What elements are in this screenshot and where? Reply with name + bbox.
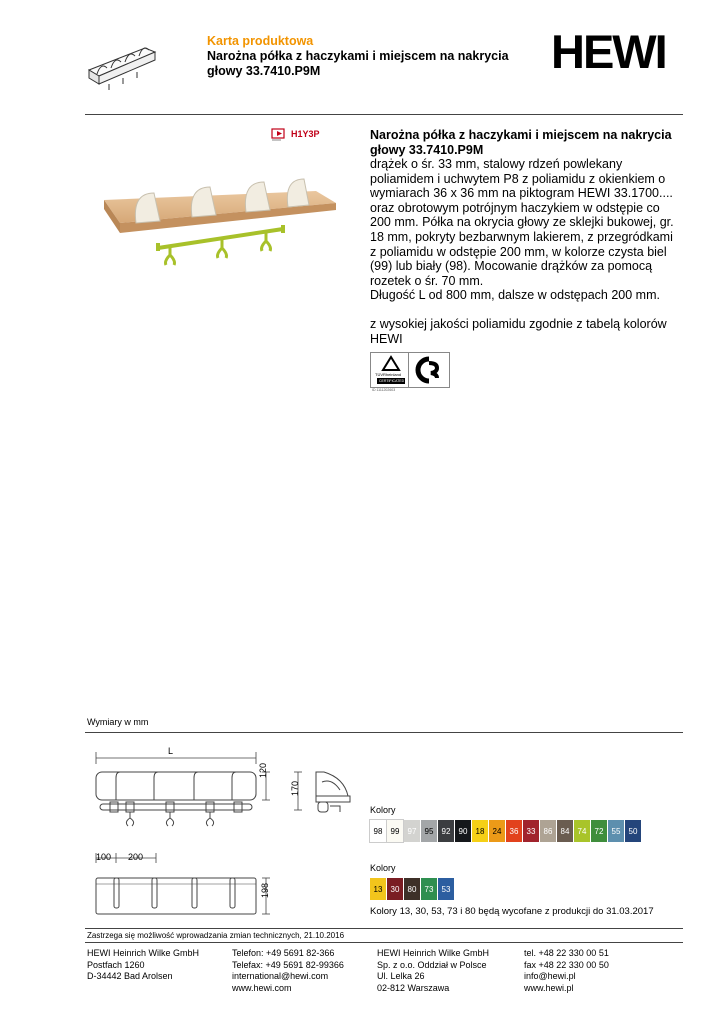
product-description xyxy=(370,157,680,346)
quality-text: z wysokiej jakości poliamidu zgodnie z tabelą kolorów HEWI xyxy=(370,316,667,346)
length-text: Długość L od 800 mm, dalsze w odstępach 200 mm. xyxy=(370,288,660,303)
footer-line: Postfach 1260 xyxy=(87,959,145,970)
color-swatch-74: 74 xyxy=(574,820,590,842)
footer-website-link[interactable]: www.hewi.com xyxy=(232,982,292,993)
footer-col-contact-germany xyxy=(232,948,344,994)
dimensions-label: Wymiary w mm xyxy=(87,717,149,727)
dimensions-divider xyxy=(85,732,683,733)
color-swatch-99: 99 xyxy=(387,820,403,842)
color-swatch-50: 50 xyxy=(625,820,641,842)
gs-mark-icon xyxy=(409,353,449,387)
footer-line: 02-812 Warszawa xyxy=(377,982,450,993)
dim-L: L xyxy=(168,746,174,756)
tuv-cert-text: CERTIFICATED xyxy=(379,379,405,383)
color-swatch-30: 30 xyxy=(387,878,403,900)
footer-col-contact-poland xyxy=(524,948,609,994)
footer-line: Ul. Lelka 26 xyxy=(377,971,425,981)
colors-label: Kolory xyxy=(370,805,396,815)
dim-120: 120 xyxy=(258,762,268,778)
footer-divider xyxy=(85,928,683,929)
color-swatch-13: 13 xyxy=(370,878,386,900)
color-swatch-90: 90 xyxy=(455,820,471,842)
footer-line: HEWI Heinrich Wilke GmbH xyxy=(87,948,200,958)
color-swatch-73: 73 xyxy=(421,878,437,900)
color-swatch-55: 55 xyxy=(608,820,624,842)
footer-col-hewi-germany xyxy=(87,948,199,983)
pictogram-icon xyxy=(271,128,287,142)
dim-170: 170 xyxy=(290,780,300,796)
color-swatch-33: 33 xyxy=(523,820,539,842)
technical-changes-note: Zastrzega się możliwość wprowadzania zmian technicznych, 21.10.2016 xyxy=(87,931,345,940)
tuv-brand: TÜVRheinland xyxy=(375,372,402,377)
color-swatch-84: 84 xyxy=(557,820,573,842)
color-swatch-97: 97 xyxy=(404,820,420,842)
footer-col-hewi-poland xyxy=(377,948,489,994)
footer-website-link[interactable]: www.hewi.pl xyxy=(524,982,574,993)
colors-discontinued-label: Kolory xyxy=(370,863,396,873)
dim-100: 100 xyxy=(96,852,112,862)
footer-fax: fax +48 22 330 00 50 xyxy=(524,959,609,970)
product-title: Narożna półka z haczykami i miejscem na nakrycia głowy 33.7410.P9M xyxy=(370,128,672,157)
shelf-thumbnail-icon xyxy=(85,40,157,92)
footer-phone: tel. +48 22 330 00 51 xyxy=(524,948,609,958)
gs-certificate-badge xyxy=(408,352,450,388)
footer-email-link[interactable]: international@hewi.com xyxy=(232,971,329,981)
product-image xyxy=(98,165,348,275)
color-swatch-row xyxy=(370,820,640,842)
footer-divider-2 xyxy=(85,942,683,943)
hewi-logo: HEWI xyxy=(551,25,666,78)
footer-line: Sp. z o.o. Oddział w Polsce xyxy=(377,959,487,970)
discontinued-color-swatch-row xyxy=(370,878,455,900)
footer-phone: Telefon: +49 5691 82-366 xyxy=(232,948,335,958)
header-divider xyxy=(85,114,683,115)
tuv-id: ID 1111202603 xyxy=(372,388,396,392)
document-type-label: Karta produktowa xyxy=(207,34,314,48)
color-swatch-80: 80 xyxy=(404,878,420,900)
color-swatch-18: 18 xyxy=(472,820,488,842)
color-swatch-95: 95 xyxy=(421,820,437,842)
footer-fax: Telefax: +49 5691 82-99366 xyxy=(232,959,344,970)
dim-198: 198 xyxy=(260,882,270,898)
footer-email-link[interactable]: info@hewi.pl xyxy=(524,971,576,981)
color-swatch-98: 98 xyxy=(370,820,386,842)
tuv-certificate-badge xyxy=(370,352,412,388)
footer-line: D-34442 Bad Arolsen xyxy=(87,971,173,981)
color-swatch-24: 24 xyxy=(489,820,505,842)
discontinued-note: Kolory 13, 30, 53, 73 i 80 będą wycofane z produkcji do 31.03.2017 xyxy=(370,906,654,917)
color-swatch-92: 92 xyxy=(438,820,454,842)
dimension-drawing xyxy=(86,740,366,920)
color-swatch-36: 36 xyxy=(506,820,522,842)
product-code: H1Y3P xyxy=(291,129,320,139)
header-thumbnail xyxy=(85,40,157,92)
color-swatch-53: 53 xyxy=(438,878,454,900)
header-product-title: Narożna półka z haczykami i miejscem na nakrycia głowy 33.7410.P9M xyxy=(207,49,509,78)
description-text: drążek o śr. 33 mm, stalowy rdzeń powlekany poliamidem i uchwytem P8 z poliamidu z okienkiem o wymiarach 36 x 36 mm na piktogram HEWI 33.1700.... oraz obrotowym potrójnym haczykiem w odstępie co 200 mm. Półka na okrycia głowy ze sklejki bukowej, gr. 18 mm, pokryty bezbarwnym lakierem, z przegródkami z poliamidu w odstępie 200 mm, w kolorze czysta biel (99) lub biały (98). Mocowanie drążków za pomocą rozetek o śr. 70 mm. xyxy=(370,157,674,288)
color-swatch-72: 72 xyxy=(591,820,607,842)
dim-200: 200 xyxy=(128,852,144,862)
shelf-photo-icon xyxy=(98,165,348,275)
footer-line: HEWI Heinrich Wilke GmbH xyxy=(377,948,490,958)
color-swatch-86: 86 xyxy=(540,820,556,842)
